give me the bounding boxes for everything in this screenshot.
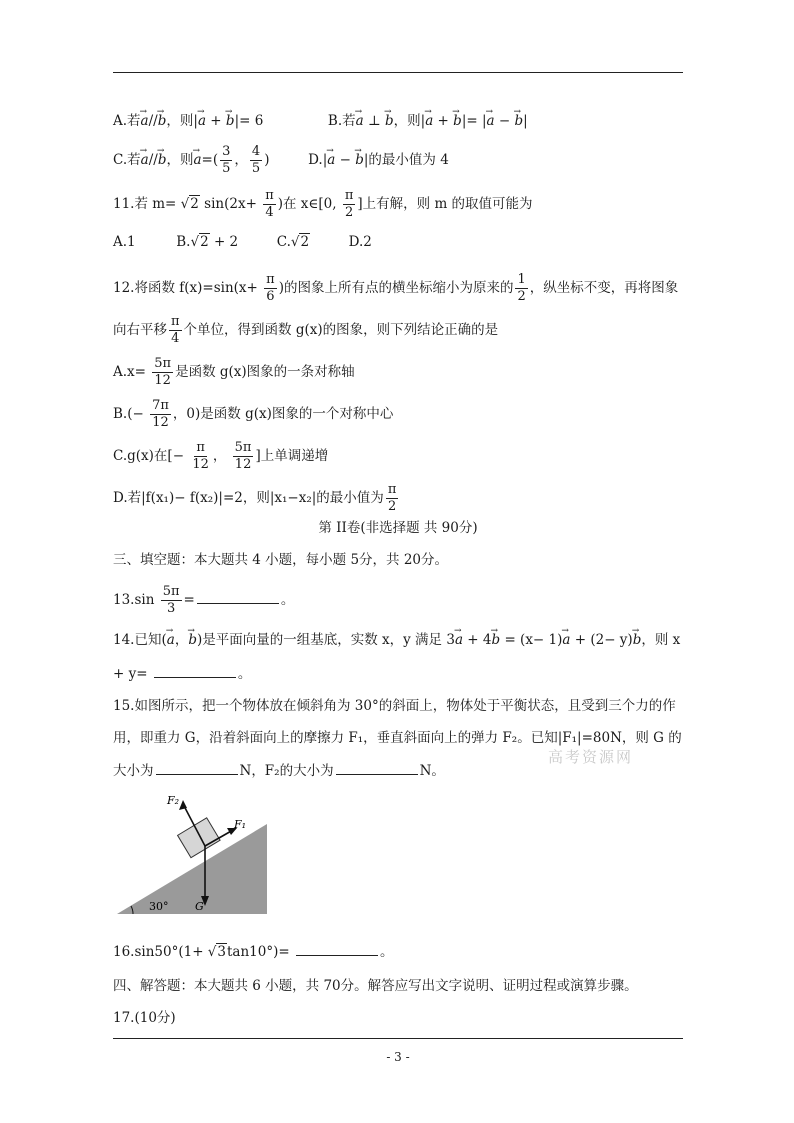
q15-line2: 用，即重力 G，沿着斜面向上的摩擦力 F₁，垂直斜面向上的弹力 F₂。已知|F₁|=80N，则 G 的 [113,730,682,746]
q13 [113,584,294,617]
vector-b: → b [158,150,167,170]
text: + (2− y) [570,632,633,648]
numerator: 5π [234,440,252,455]
part-3-title: 三、填空题：本大题共 4 小题，每小题 5分，共 20分。 [113,552,449,568]
text: |= | [461,113,487,129]
radicand: 2 [200,234,209,250]
vector-b: → b [633,630,642,650]
text: ，则| [393,113,426,129]
text: 大小为 [113,763,154,779]
text: B.(− [113,406,149,422]
numerator: π [171,314,180,329]
fraction [386,482,399,515]
text: // [148,113,158,129]
vector-a: → a [487,111,495,131]
fraction [250,144,262,177]
q10-options-cd [113,144,449,177]
numerator: π [387,482,397,497]
text: tan10°)= [227,944,294,960]
text: = [183,592,195,608]
text: | [523,113,528,129]
q10-options-ab [113,111,528,131]
fraction [190,440,211,473]
denominator: 12 [154,373,171,388]
numerator: π [265,188,274,203]
text: 向右平移 [113,322,167,338]
text: ，0)是函数 g(x)图象的一个对称中心 [172,406,394,422]
denominator: 12 [192,457,209,472]
text: B.若 [327,113,356,129]
denominator: 6 [266,289,275,304]
denominator: 2 [344,205,354,220]
numerator: π [344,188,354,203]
fraction [233,440,254,473]
denominator: 2 [387,499,397,514]
text: // [148,152,158,168]
vector-a: → a [327,150,335,170]
text: D.若|f(x₁)− f(x₂)|=2，则|x₁−x₂|的最小值为 [113,490,384,506]
label-f2: F₂ [167,794,180,807]
text: sin(2x+ [199,196,262,212]
q11-stem [113,188,533,221]
vector-a: → a [167,630,175,650]
denominator: 12 [234,457,252,472]
vector-a: → a [356,111,364,131]
fraction [161,584,182,617]
vector-b: → b [355,150,364,170]
text: 个单位，得到函数 g(x)的图象，则下列结论正确的是 [183,322,499,338]
text: ， [234,152,248,168]
fraction [515,272,527,305]
vector-a: → a [193,150,201,170]
section-2-title: 第 II卷(非选择题 共 90分) [318,520,478,536]
denominator: 3 [166,601,176,616]
text: C. [276,234,291,250]
q14-line2 [113,663,251,684]
q12-option-d [113,482,400,515]
q12-stem-line2 [113,314,498,347]
text: ]上有解，则 m 的取值可能为 [357,196,533,212]
text: 。 [237,666,252,682]
numerator: 5π [154,356,172,371]
vector-b: → b [385,111,394,131]
text: + 2 [209,234,239,250]
numerator: 1 [517,272,526,287]
text: A.x= [113,364,151,380]
label-f1: F₁ [234,818,247,831]
text: ) [264,152,270,168]
fraction [343,188,356,221]
text: − [335,152,356,168]
text: + [433,113,454,129]
text: 14.已知( [113,632,167,648]
part-4-title: 四、解答题：本大题共 6 小题，共 70分。解答应写出文字说明、证明过程或演算步骤。 [113,978,638,994]
label-angle: 30° [149,900,169,913]
label-g: G [195,900,204,913]
answer-blank[interactable] [154,663,236,678]
fraction [152,356,173,389]
vector-a: → a [141,150,149,170]
text: 。 [379,944,394,960]
q14-line1 [113,630,680,650]
sqrt-sign: √ [190,234,200,250]
numerator: 4 [251,144,261,159]
numerator: 3 [222,144,231,159]
text: =( [201,152,219,168]
text: D.| [308,152,328,168]
text: 是函数 g(x)图象的一条对称轴 [175,364,355,380]
text: + 4 [463,632,492,648]
text: = (x− 1) [500,632,563,648]
top-rule [113,72,683,73]
numerator: π [266,272,275,287]
radicand: 3 [217,944,226,960]
text: 。 [280,592,295,608]
text: 13.sin [113,592,159,608]
option-d: D.2 [348,234,372,250]
numerator: 5π [162,584,180,599]
q11-options [113,232,372,252]
text: 16.sin50°(1+ [113,944,208,960]
text: |= 6 [234,113,264,129]
fraction [220,144,232,177]
vector-a: → a [141,111,149,131]
fraction [169,314,182,347]
vector-b: → b [188,630,197,650]
vector-b: → b [492,630,501,650]
text: ，则 x [641,632,681,648]
denominator: 12 [152,415,169,430]
q17: 17.(10分) [113,1010,176,1026]
q12-option-c [113,440,328,473]
text: N，F₂的大小为 [239,763,334,779]
text: ， [174,632,189,648]
sqrt-sign: √ [290,234,300,250]
answer-blank[interactable] [296,941,378,956]
text: 12.将函数 f(x)=sin(x+ [113,280,263,296]
text: 11.若 m= [113,196,181,212]
incline-force-figure [113,788,269,918]
vector-b: → b [226,111,235,131]
answer-blank[interactable] [197,589,279,604]
q12-option-b [113,398,393,431]
text: ]上单调递增 [255,448,329,464]
vector-b: → b [514,111,523,131]
q16 [113,941,393,962]
answer-blank[interactable] [156,760,238,775]
radicand: 2 [300,234,310,250]
block [178,818,221,858]
text: ⊥ [363,113,385,129]
text: )在 x∈[0, [277,196,341,212]
text: + y= [113,666,152,682]
fraction [263,188,276,221]
text: ， [212,448,231,464]
q12-option-a [113,356,355,389]
vector-b: → b [453,111,462,131]
numerator: 7π [152,398,169,413]
vector-a: → a [455,630,463,650]
denominator: 2 [517,289,526,304]
text: ，则 [166,152,194,168]
text: C.若 [113,152,141,168]
q15-line1: 15.如图所示，把一个物体放在倾斜角为 30°的斜面上，物体处于平衡状态，且受到三个力的作 [113,698,676,714]
denominator: 5 [251,161,261,176]
answer-blank[interactable] [336,760,418,775]
vector-a: → a [562,630,570,650]
numerator: π [196,440,205,455]
q15-line3 [113,760,445,781]
text: |的最小值为 4 [363,152,449,168]
text: − [494,113,515,129]
radicand: 2 [190,196,199,212]
sqrt-sign: √ [180,196,190,212]
q12-stem-line1 [113,272,678,305]
bottom-rule [113,1038,683,1039]
page-number: - 3 - [386,1050,410,1064]
fraction [264,272,277,305]
denominator: 4 [265,205,274,220]
text: ，则| [166,113,198,129]
text: B. [176,234,191,250]
watermark: 高考资源网 [548,748,634,766]
text: + [206,113,226,129]
text: )是平面向量的一组基底，实数 x，y 满足 3 [196,632,455,648]
fraction [150,398,171,431]
vector-a: → a [198,111,206,131]
text: )的图象上所有点的横坐标缩小为原来的 [278,280,514,296]
option-a: A.1 [113,234,136,250]
denominator: 5 [222,161,231,176]
text: C.g(x)在[− [113,448,189,464]
vector-b: → b [158,111,167,131]
denominator: 4 [171,331,180,346]
vector-a: → a [425,111,433,131]
sqrt-sign: √ [207,944,217,960]
text: A.若 [113,113,141,129]
text: ，纵坐标不变，再将图象 [529,280,679,296]
text: N。 [419,763,445,779]
